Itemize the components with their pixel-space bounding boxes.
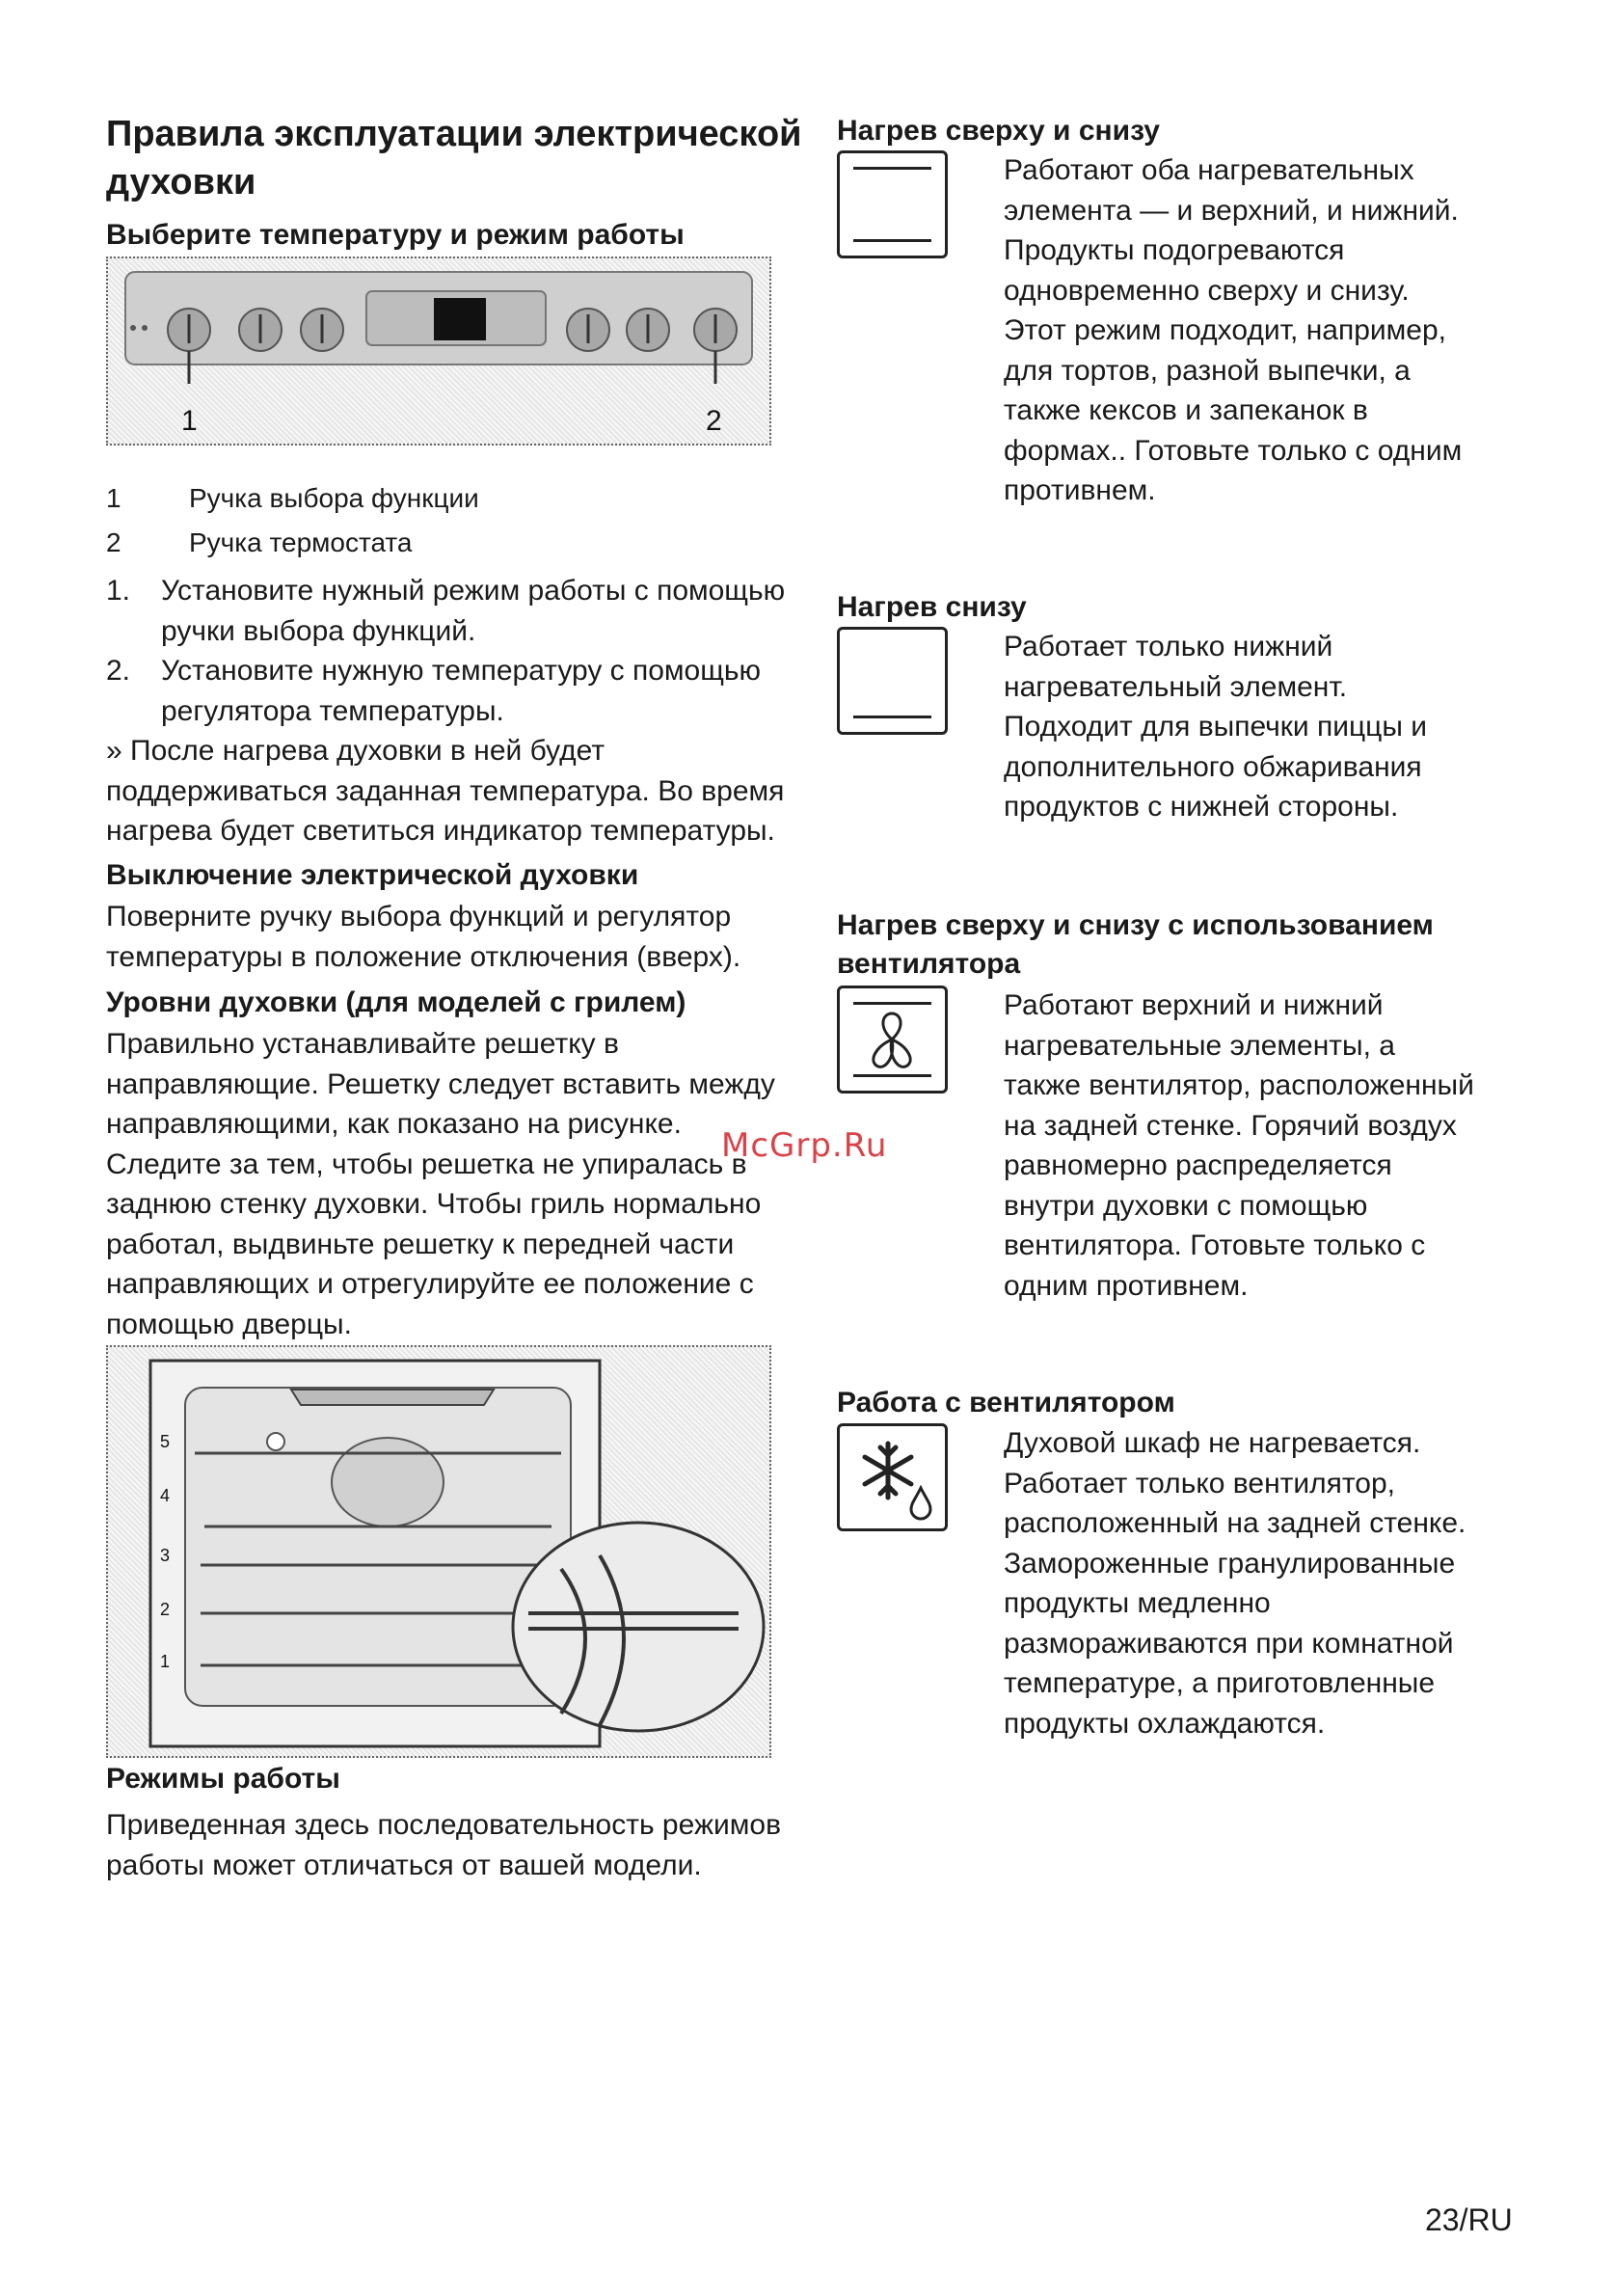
fan-top-bottom-heat-icon — [837, 986, 948, 1094]
text-line: Духовой шкаф не нагревается. — [1004, 1427, 1421, 1459]
step-line: Установите нужный режим работы с помощью — [161, 575, 786, 607]
text-line: » После нагрева духовки в ней будет — [106, 735, 605, 767]
step-num: 1. — [106, 575, 131, 607]
text-line: Подходит для выпечки пиццы и — [1004, 711, 1428, 743]
subheading-switch-off: Выключение электрической духовки — [106, 859, 639, 891]
modes-intro-text — [106, 1805, 800, 1885]
step-line: ручки выбора функций. — [161, 614, 476, 647]
page-title — [106, 110, 802, 206]
text-line: Следите за тем, чтобы решетка не упиралась в — [106, 1148, 747, 1180]
text-line: нагревательный элемент. — [1004, 670, 1348, 703]
control-panel-figure — [106, 257, 771, 446]
text-line: продукты медленно — [1004, 1587, 1271, 1619]
text-line: работал, выдвиньте решетку к передней части — [106, 1228, 735, 1260]
mode-title: Нагрев снизу — [837, 591, 1027, 623]
steps-list — [106, 571, 800, 731]
defrost-fan-icon — [837, 1423, 948, 1531]
text-line: вентилятора. Готовьте только с — [1004, 1229, 1426, 1261]
control-panel-drawing — [108, 258, 769, 444]
text-line: поддерживаться заданная температура. Во время — [106, 774, 785, 807]
callout-1: 1 — [181, 405, 198, 437]
shelf-level-4: 4 — [160, 1486, 171, 1505]
legend-num: 2 — [106, 527, 121, 557]
text-line: Замороженные гранулированные — [1004, 1547, 1456, 1580]
text-line: заднюю стенку духовки. Чтобы гриль нормально — [106, 1188, 762, 1220]
text-line: направляющими, как показано на рисунке. — [106, 1108, 682, 1140]
text-line: Поверните ручку выбора функций и регулятор — [106, 901, 732, 932]
text-line: формах.. Готовьте только с одним — [1004, 434, 1463, 467]
text-line: направляющие. Решетку следует вставить между — [106, 1067, 775, 1100]
step-line: Установите нужную температуру с помощью — [161, 655, 762, 687]
step-num: 2. — [106, 655, 131, 687]
mode-description — [1004, 627, 1505, 827]
step-text — [161, 651, 761, 731]
mode-description — [1004, 1423, 1505, 1743]
step-line: регулятора температуры. — [161, 694, 504, 727]
text-line: температуры в положение отключения (вверх). — [106, 940, 741, 973]
subheading-temperature: Выберите температуру и режим работы — [106, 219, 685, 251]
step-text — [161, 571, 785, 651]
text-line: нагрева будет светиться индикатор температуры. — [106, 815, 775, 847]
text-line: внутри духовки с помощью — [1004, 1189, 1368, 1222]
subheading-levels: Уровни духовки (для моделей с грилем) — [106, 986, 686, 1018]
title-line-2: духовки — [106, 162, 256, 203]
mode-title: Нагрев сверху и снизу — [837, 115, 1160, 147]
fan-icon — [840, 988, 945, 1091]
step-item — [106, 571, 800, 651]
legend-text: Ручка термостата — [189, 527, 413, 557]
text-line: продукты охлаждаются. — [1004, 1707, 1326, 1740]
text-line: также вентилятор, расположенный — [1004, 1069, 1474, 1101]
legend-text: Ручка выбора функции — [189, 483, 479, 513]
oven-levels-figure — [106, 1345, 771, 1758]
shelf-level-1: 1 — [160, 1652, 171, 1671]
text-line: равномерно распределяется — [1004, 1149, 1392, 1181]
mode-title-line: вентилятора — [837, 948, 1021, 980]
text-line: дополнительного обжаривания — [1004, 750, 1422, 783]
callout-2: 2 — [706, 405, 722, 437]
shelf-level-3: 3 — [160, 1546, 171, 1565]
text-line: Продукты подогреваются — [1004, 234, 1345, 266]
text-line: нагревательные элементы, а — [1004, 1029, 1395, 1062]
switch-off-text — [106, 897, 800, 977]
mode-title — [837, 906, 1434, 984]
text-line: элемента — и верхний, и нижний. — [1004, 194, 1459, 227]
result-text — [106, 731, 800, 851]
watermark: McGrp.Ru — [721, 1126, 888, 1165]
legend-num: 1 — [106, 483, 121, 513]
text-line: одним противнем. — [1004, 1269, 1249, 1302]
text-line: Работает только нижний — [1004, 631, 1333, 662]
text-line: противнем. — [1004, 474, 1156, 506]
text-line: Этот режим подходит, например, — [1004, 314, 1446, 346]
text-line: на задней стенке. Горячий воздух — [1004, 1109, 1457, 1142]
text-line: Правильно устанавливайте решетку в — [106, 1028, 619, 1060]
text-line: Приведенная здесь последовательность режимов — [106, 1809, 782, 1841]
text-line: помощью дверцы. — [106, 1308, 352, 1340]
mode-title: Работа с вентилятором — [837, 1387, 1175, 1418]
shelf-level-5: 5 — [160, 1432, 171, 1451]
levels-text — [106, 1024, 800, 1344]
mode-description — [1004, 150, 1505, 511]
text-line: продуктов с нижней стороны. — [1004, 791, 1399, 823]
top-bottom-heat-icon — [837, 150, 948, 258]
shelf-level-2: 2 — [160, 1600, 171, 1619]
bottom-heat-icon — [837, 627, 948, 735]
text-line: для тортов, разной выпечки, а — [1004, 354, 1411, 387]
text-line: Работают оба нагревательных — [1004, 154, 1414, 186]
subheading-modes: Режимы работы — [106, 1763, 340, 1795]
mode-description — [1004, 986, 1505, 1306]
step-item — [106, 651, 800, 731]
text-line: Работает только вентилятор, — [1004, 1467, 1396, 1499]
text-line: также кексов и запеканок в — [1004, 394, 1368, 426]
legend-item — [106, 521, 479, 565]
legend-list — [106, 476, 479, 565]
text-line: работы может отличаться от вашей модели. — [106, 1849, 702, 1881]
text-line: температуре, а приготовленные — [1004, 1667, 1436, 1699]
title-line-1: Правила эксплуатации электрической — [106, 114, 802, 154]
snowflake-drop-icon — [840, 1426, 945, 1528]
text-line: направляющих и отрегулируйте ее положение с — [106, 1268, 754, 1300]
text-line: Работают верхний и нижний — [1004, 989, 1384, 1021]
oven-interior-drawing — [108, 1347, 769, 1756]
mode-title-line: Нагрев сверху и снизу с использованием — [837, 909, 1434, 941]
page-number: 23/RU — [1425, 2202, 1513, 2237]
text-line: расположенный на задней стенке. — [1004, 1507, 1466, 1539]
text-line: одновременно сверху и снизу. — [1004, 274, 1410, 307]
legend-item — [106, 476, 479, 521]
text-line: размораживаются при комнатной — [1004, 1627, 1454, 1660]
